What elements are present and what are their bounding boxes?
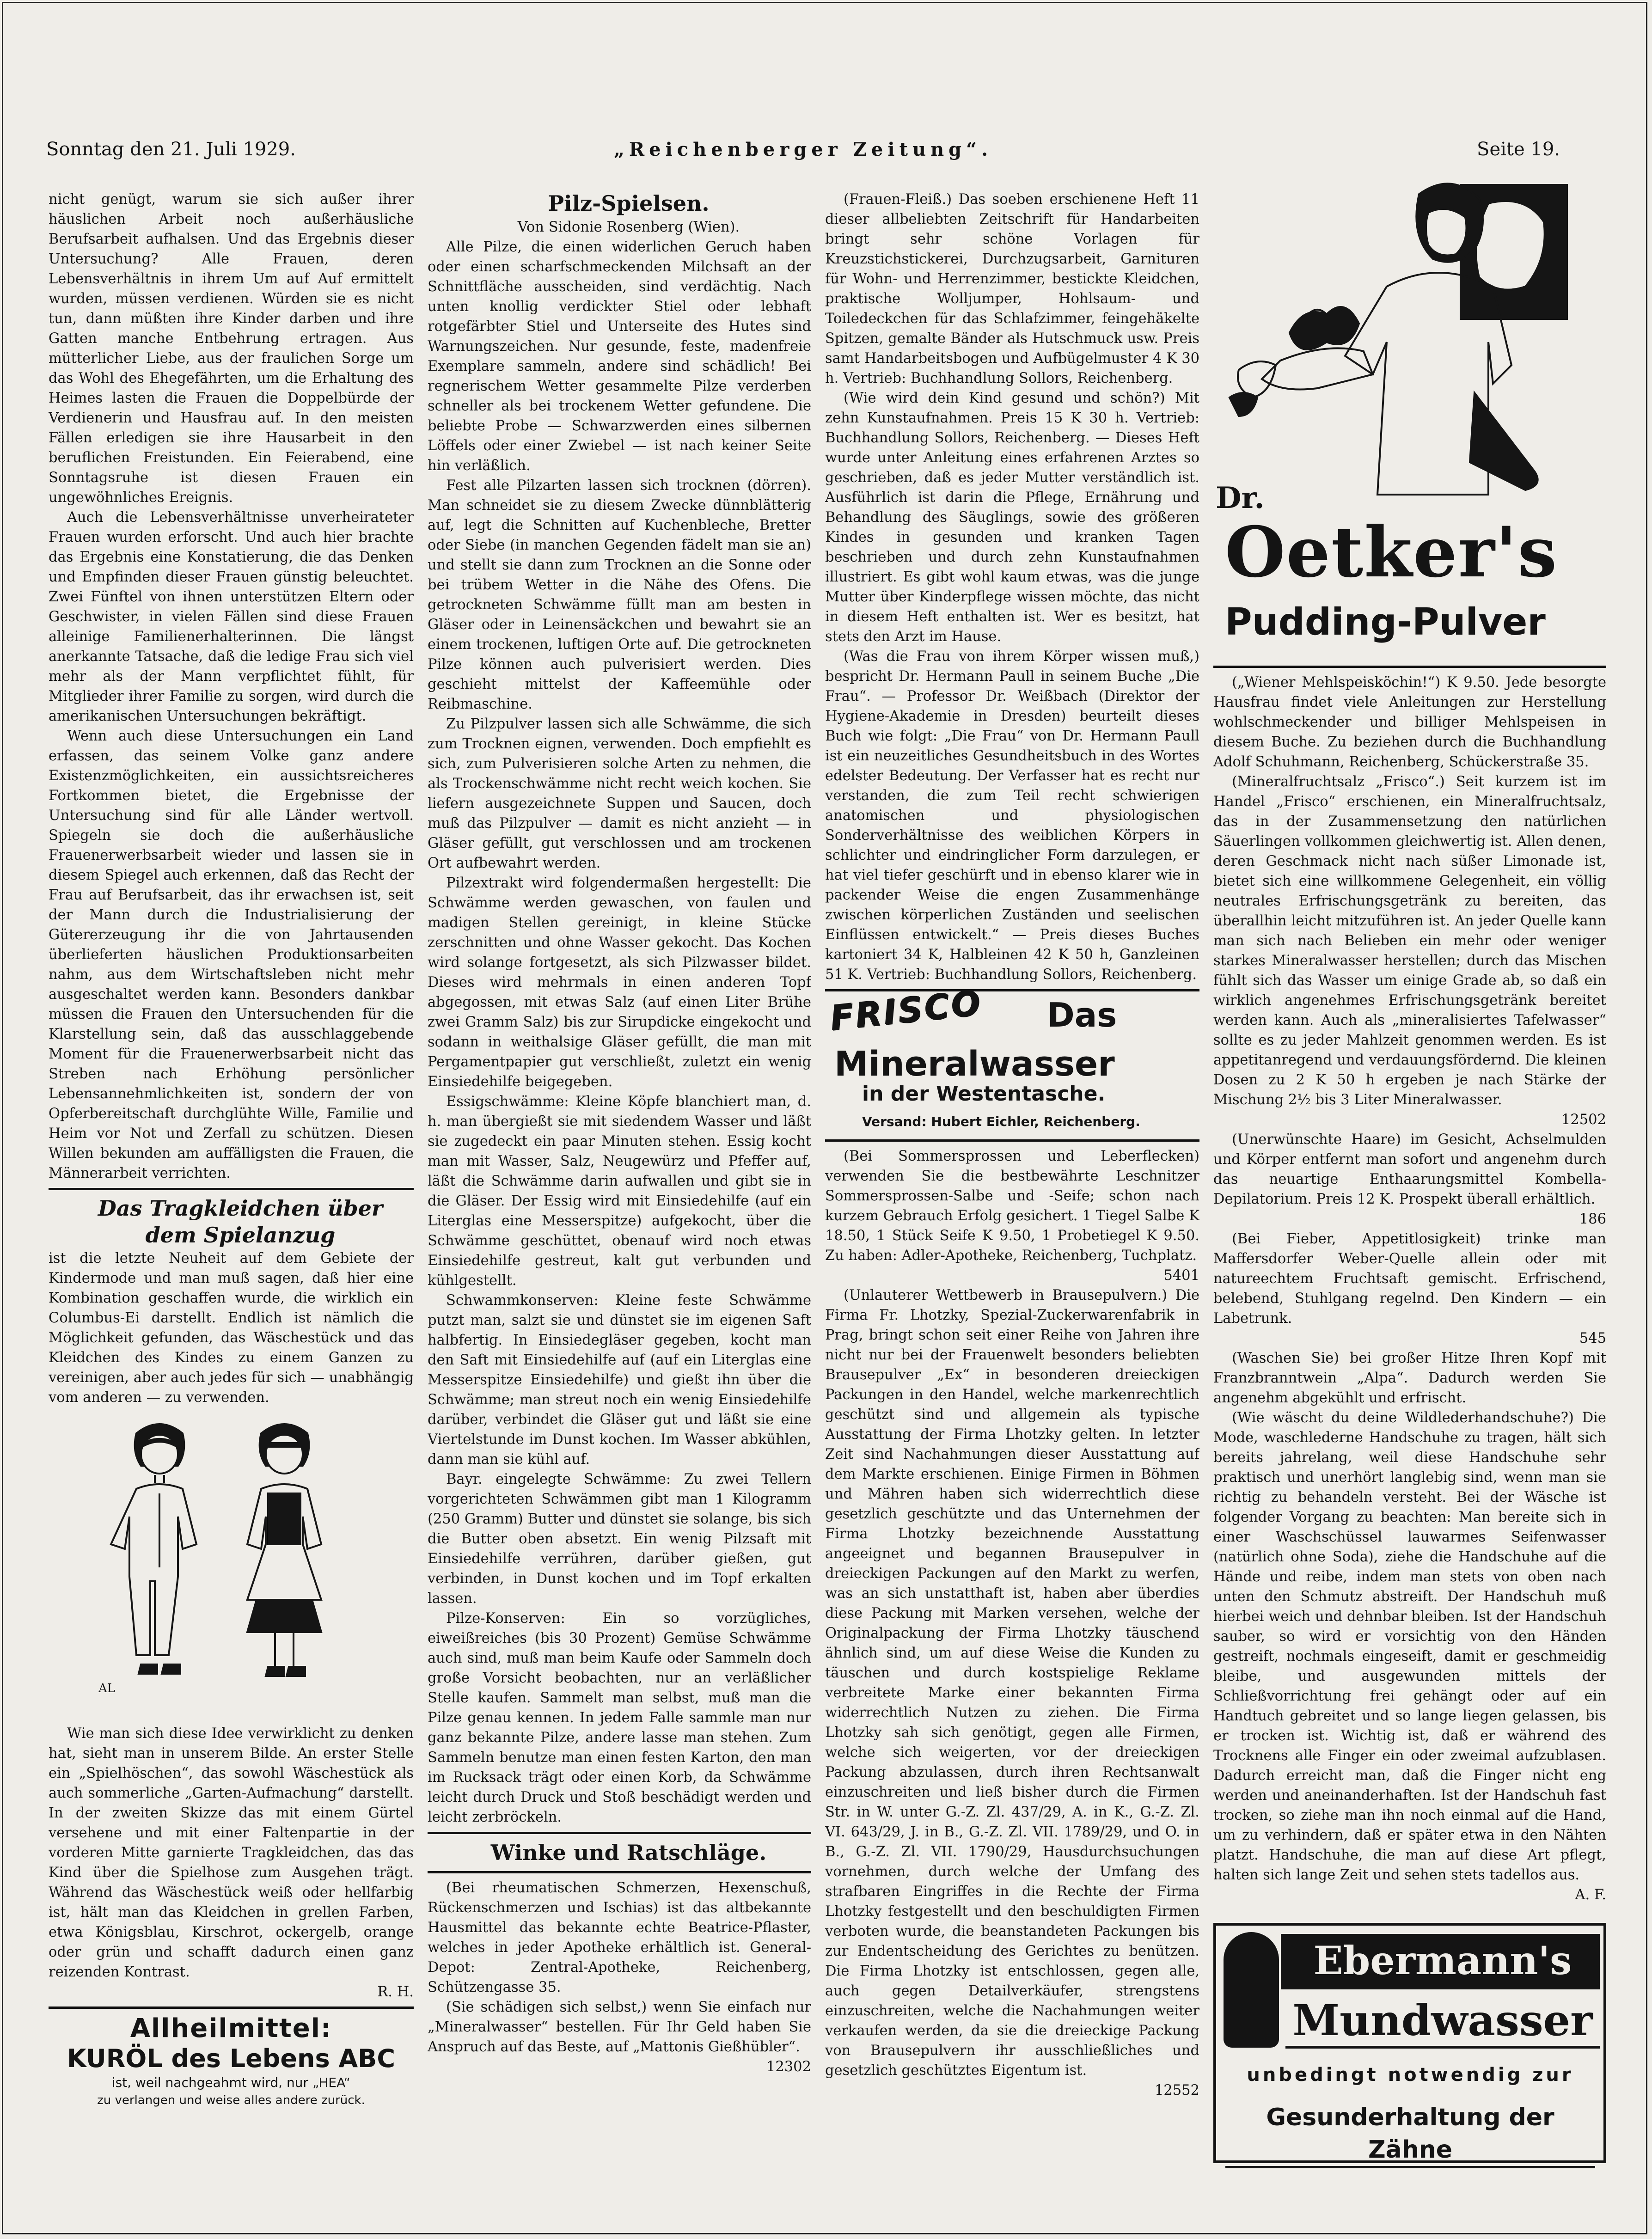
article-2-paragraph-1: ist die letzte Neuheit auf dem Gebiete der Kindermode und man muß sagen, daß hier eine Kombination geschaffen wurde, die wirklich ein Columbus-Ei darstellt. Endlich ist nämlich die Möglichkeit gefunden, das Wäschestück und das Kleidchen des Kindes zu einem Ganzen zu vereinigen, aber auch jedes für sich — unabhängig vom anderen — zu verwenden. — [49, 1250, 414, 1406]
notice-waschen: (Waschen Sie) bei großer Hitze Ihren Kopf mit Franzbranntwein „Alpa“. Dadurch werden Sie angenehm abgekühlt und erfrischt. — [1213, 1350, 1606, 1406]
divider — [49, 1188, 414, 1190]
oetker-advertisement — [1211, 176, 1609, 661]
divider — [825, 1139, 1199, 1142]
kurol-ad-title: Allheilmittel: — [130, 2013, 332, 2043]
ebermann-tagline: unbedingt notwendig zur — [1247, 2064, 1574, 2086]
notice-mehlspeiskoechin: („Wiener Mehlspeisköchin!“) K 9.50. Jede besorgte Hausfrau findet viele Anleitungen zur Herstellung wohlschmeckender und billiger Mehlspeisen in diesem Buche. Zu beziehen durch die Buchhandlung Adolf Schuhmann, Reichenberg, Schückerstraße 35. — [1213, 674, 1606, 770]
notice-sommersprossen: (Bei Sommersprossen und Leberflecken) verwenden Sie die bestbewährte Leschnitzer Sommersprossen-Salbe und -Seife; schon nach kurzem Gebrauch Erfolg gesichert. 1 Tiegel Salbe K 18.50, 1 Stück Seife K 9.50, 1 Probetiegel K 9.50. Zu haben: Adler-Apotheke, Reichenberg, Tuchplatz. — [825, 1148, 1199, 1264]
article-1-paragraph-3: Wenn auch diese Untersuchungen ein Land erfassen, das seinem Volke ganz andere Existenzmöglichkeiten, ein aussichtsreicheres Fortkommen bietet, die Ergebnisse der Untersuchung sind für alle Länder wertvoll. Spiegeln sie doch die außerhäusliche Frauenerwerbsarbeit wieder und lassen sie in diesem Spiegel auch erkennen, daß das Recht der Frau auf Berufsarbeit, das ihr erwachsen ist, seit der Mann durch die Industrialisierung der Gütererzeugung ihr die von Jahrtausenden überlieferten häuslichen Produktionsarbeiten nahm, aus dem Wirtschaftsleben nicht mehr ausgeschaltet werden kann. Besonders dankbar müssen die Frauen den Untersuchenden für die Klarstellung sein, daß das ausschlaggebende Moment für die Frauenerwerbsarbeit nicht das Streben nach Erhöhung persönlicher Lebensannehmlichkeiten ist, sondern der von Opferbereitschaft durchglühte Wille, Familie und Heim vor Not und Zerfall zu schützen. Diesen Willen bekunden am auffälligsten die Frauen, die Männerarbeit verrichten. — [49, 728, 414, 1181]
header-page-number: Seite 19. — [1477, 139, 1560, 160]
notice-sommersprossen-number: 5401 — [1163, 1267, 1199, 1284]
ebermann-slogan: Gesunderhaltung der Zähne — [1225, 2101, 1595, 2168]
kurol-ad-brand: KURÖL des Lebens ABC — [67, 2044, 395, 2073]
divider — [825, 989, 1199, 991]
ebermann-bottle-icon — [1224, 1932, 1279, 2048]
article-2-title-line-1: Das Tragkleidchen über — [98, 1196, 383, 1221]
notice-wettbewerb-number: 12552 — [1154, 2082, 1199, 2098]
notice-kind-gesund: (Wie wird dein Kind gesund und schön?) Mit zehn Kunstaufnahmen. Preis 15 K 30 h. Vertrieb: Buchhandlung Sollors, Reichenberg. — Dieses Heft wurde unter Anleitung eines erfahrenen Arztes so geschrieben, daß es jeder Mutter verständlich ist. Ausführlich ist darin die Pflege, Ernährung und Behandlung des Säuglings, sowie des größeren Kindes in gesunden und kranken Tagen beschrieben und durch zehn Kunstaufnahmen illustriert. Es gibt wohl kaum etwas, was die junge Mutter über Kinderpflege wissen möchte, das nicht in diesem Heft enthalten ist. Wer es besitzt, hat stets den Arzt im Hause. — [825, 390, 1199, 645]
notice-wettbewerb: (Unlauterer Wettbewerb in Brausepulvern.) Die Firma Fr. Lhotzky, Spezial-Zuckerwarenfabrik in Prag, bringt schon seit einer Reihe von Jahren ihre nicht nur bei der Frauenwelt besonders beliebten Brausepulver „Ex“ in besonderen dreieckigen Packungen in den Handel, welche markenrechtlich geschützt sind und allgemein als typische Ausstattung der Firma Lhotzky gelten. In letzter Zeit sind Nachahmungen dieser Ausstattung auf dem Markte erschienen. Einige Firmen in Böhmen und Mähren haben sich widerrechtlich diese gesetzlich geschützte und das Unternehmen der Firma Lhotzky bezeichnende Ausstattung angeeignet und begannen Brausepulver in dreieckigen Packungen auf den Markt zu werfen, was an sich unstatthaft ist, haben aber überdies diese Packung mit Marken versehen, welche der Originalpackung der Firma Lhotzky täuschend ähnlich sind, um auf diese Weise die Kunden zu täuschen und durch kostspielige Reklame verbreitete Marke einer bekannten Firma widerrechtlich Nutzen zu ziehen. Die Firma Lhotzky sah sich genötigt, gegen alle Firmen, welche sich weigerten, vor der dreieckigen Packung abzulassen, durch ihren Rechtsanwalt einzuschreiten und ließ bisher durch die Firmen Str. in W. unter G.-Z. Zl. 437/29, A. in K., G.-Z. Zl. VI. 643/29, J. in B., G.-Z. Zl. VII. 1789/29, und O. in B., G.-Z. Zl. VII. 1790/29, Hausdurchsuchungen vornehmen, durch welche der Umfang des strafbaren Eingriffes in die Rechte der Firma Lhotzky festgestellt und den beschuldigten Firmen verboten wurde, die beanstandeten Packungen bis zur Endentscheidung des Gerichtes zu benützen. Die Firma Lhotzky ist entschlossen, gegen alle, auch gegen Detailverkäufer, strengstens einzuschreiten, welche die Nachahmungen weiter verkaufen werden, da sie die dreieckige Packung von Brausepulvern ihr ausschließliches und gesetzlich geschütztes Eigentum ist. — [825, 1287, 1199, 2079]
notice-handschuhe-signature: A. F. — [1575, 1887, 1606, 1903]
article-2-paragraph-2: Wie man sich diese Idee verwirklicht zu denken hat, sieht man in unserem Bilde. An erster Stelle ein „Spielhöschen“, das sowohl Wäschestück als auch sommerliche „Garten-Aufmachung“ darstellt. In der zweiten Skizze das mit einem Gürtel versehene und mit einer Faltenpartie in der vorderen Mitte garnierte Tragkleidchen, das das Kind über die Spielhose zum Ausgehen trägt. Während das Wäschestück weiß oder hellfarbig ist, hält man das Kleidchen in grellen Farben, etwa Königsblau, Kirschrot, ockergelb, orange oder grün und schafft dadurch einen ganz reizenden Kontrast. — [49, 1725, 414, 1980]
notice-haare: (Unerwünschte Haare) im Gesicht, Achselmulden und Körper entfernt man sofort und angenehm durch das neuartige Enthaarungsmittel Kombella-Depilatorium. Preis 12 K. Prospekt überall erhältlich. — [1213, 1132, 1606, 1207]
oetker-dr: Dr. — [1216, 481, 1265, 515]
article-3-paragraph-2: Fest alle Pilzarten lassen sich trocknen (dörren). Man schneidet sie zu diesem Zwecke dünnblätterig auf, legt die Schnitten auf Kuchenbleche, Bretter oder Siebe (in manchen Gegenden fädelt man sie an) und stellt sie dann zum Trocknen an die Sonne oder bei trübem Wetter in die Nähe des Ofens. Die getrockneten Schwämme füllt man am besten in Gläser oder in Leinensäckchen und bewahrt sie an einem trockenen, luftigen Orte auf. Die getrockneten Pilze können auch pulverisiert werden. Dies geschieht mittelst der Kaffeemühle oder Reibmaschine. — [428, 477, 811, 712]
frisco-ad-westentasche: in der Westentasche. — [862, 1082, 1106, 1106]
divider — [49, 2007, 414, 2009]
header-date: Sonntag den 21. Juli 1929. — [46, 139, 296, 160]
notice-die-frau: (Was die Frau von ihrem Körper wissen muß,) bespricht Dr. Hermann Paull in seinem Buche „Die Frau“. — Professor Dr. Weißbach (Direktor der Hygiene-Akademie in Dresden) beurteilt dieses Buch wie folgt: „Die Frau“ von Dr. Hermann Paull ist ein neuzeitliches Gesundheitsbuch in des Wortes edelster Bedeutung. Der Verfasser hat es recht nur verstanden, die zum Teil recht schwierigen anatomischen und physiologischen Sonderverhältnisse des weiblichen Körpers in schlichter und eindringlicher Form darzulegen, er hat viel tiefer geschürft und in ebenso klarer wie in packender Weise die engen Zusammenhänge zwischen körperlichen Zuständen und seelischen Einflüssen entwickelt.“ — Preis dieses Buches kartoniert 34 K, Halbleinen 42 K 50 h, Ganzleinen 51 K. Vertrieb: Buchhandlung Sollors, Reichenberg. — [825, 648, 1199, 983]
article-3-paragraph-1: Alle Pilze, die einen widerlichen Geruch haben oder einen scharfschmeckenden Milchsaft an der Schnittfläche ausscheiden, sind verdächtig. Nach unten knollig verdickter Stiel oder lebhaft rotgefärbter Stiel und Unterseite des Hutes sind Warnungszeichen. Nur gesunde, feste, madenfreie Exemplare sammeln, andere sind schädlich! Bei regnerischem Wetter gesammelte Pilze verderben schneller als bei trockenem Wetter gefundene. Die beliebte Probe — Schwarzwerden eines silbernen Löffels oder einer Zwiebel — ist nach keiner Seite hin verläßlich. — [428, 239, 811, 474]
notice-frisco-number: 12502 — [1561, 1112, 1606, 1128]
page-header — [46, 139, 1560, 176]
article-3-paragraph-7: Bayr. eingelegte Schwämme: Zu zwei Tellern vorgerichteten Schwämmen gibt man 1 Kilogramm (250 Gramm) Butter und dünstet sie solange, bis sich die Butter oben absetzt. Ein wenig Pilzsaft mit Einsiedehilfe verrühren, darüber gießen, gut verbinden, in Dunst kochen und im Topf erkalten lassen. — [428, 1471, 811, 1607]
header-newspaper-title: „Reichenberger Zeitung“. — [613, 139, 993, 160]
column-4 — [1213, 666, 1606, 1914]
article-1-paragraph-1: nicht genügt, warum sie sich außer ihrer häuslichen Arbeit noch außerhäusliche Berufsarbeit aufhalsen. Und das Ergebnis dieser Untersuchung? Alle Frauen, deren Lebensverhältnis in ihrem Um auf Auf ermittelt wurden, müssen verdienen. Würden sie es nicht tun, dann müßten ihre Kinder darben und ihre Gatten manche Entbehrung ertragen. Aus mütterlicher Liebe, aus der fraulichen Sorge um das Wohl des Ehegefährten, um die Erhaltung des Heimes lasten die Frauen die Doppelbürde der Verdienerin und Hausfrau auf. In den meisten Fällen erledigen sie ihre Hausarbeit in den beruflichen Freistunden. Ein Feierabend, eine Sonntagsruhe ist diesen Frauen ein ungewöhnliches Ereignis. — [49, 191, 414, 506]
notice-handschuhe: (Wie wäscht du deine Wildlederhandschuhe?) Die Mode, waschlederne Handschuhe zu tragen, hält sich bereits jahrelang, weil diese Handschuhe sehr praktisch und unerhört langlebig sind, wenn man sie richtig zu behandeln versteht. Bei der Wäsche ist folgender Vorgang zu beachten: Man bereite sich in einer Waschschüssel lauwarmes Seifenwasser (natürlich ohne Soda), ziehe die Handschuhe auf die Hände und reibe, indem man stets von oben nach unten den Schmutz abstreift. Der Handschuh muß hierbei weich und dehnbar bleiben. Ist der Handschuh sauber, so wird er vorsichtig von den Händen gestreift, nochmals eingeseift, damit er geschmeidig bleibe, und ausgewunden mittels der Schließvorrichtung frei gehängt oder auf ein Handtuch gebreitet und so lange liegen gelassen, bis er trocken ist. Wichtig ist, daß er während des Trocknens alle Finger ein oder zweimal aufzublasen. Dadurch erreicht man, daß die Finger nicht eng werden und aneinanderhaften. Ist der Handschuh fast trocken, so ziehe man ihn noch einmal auf die Hand, um zu verhindern, daß er später etwa in den Nähten platzt. Handschuhe, die man auf diese Art pflegt, halten sich lange Zeit und sehen stets tadellos aus. — [1213, 1410, 1606, 1883]
oetker-woman-illustration — [1211, 176, 1609, 527]
tip-2: (Sie schädigen sich selbst,) wenn Sie einfach nur „Mineralwasser“ bestellen. Für Ihr Geld haben Sie Anspruch auf das Beste, auf „Mattonis Gießhübler“. — [428, 1999, 811, 2055]
article-2-signature: R. H. — [377, 1984, 414, 2000]
ebermann-brand-name: Ebermann's — [1313, 1938, 1572, 1983]
frisco-logo: FRISCO — [828, 983, 984, 1038]
article-3-paragraph-5: Essigschwämme: Kleine Köpfe blanchiert man, d. h. man übergießt sie mit siedendem Wasser und läßt sie zugedeckt ein paar Minuten stehen. Essig kocht man mit Wasser, Salz, Neugewürz und Pfeffer auf, läßt die Schwämme darin aufwallen und gibt sie in die Gläser. Der Essig wird mit Einsiedehilfe (auf ein Literglas eine Messerspitze) aufgekocht, über die Schwämme geschüttet, obenauf wird noch etwas Einsiedehilfe gestreut, kalt gut verbunden und kühlgestellt. — [428, 1094, 811, 1289]
notice-fieber-number: 545 — [1579, 1330, 1606, 1346]
notice-frisco-mineralfruchtsalz: (Mineralfruchtsalz „Frisco“.) Seit kurzem ist im Handel „Frisco“ erschienen, ein Mineralfruchtsalz, das in der Zusammensetzung den natürlichen Säuerlingen vollkommen gleichwertig ist. Allen denen, deren Geschmack nicht nach süßer Limonade ist, bietet sich eine willkommene Gelegenheit, ein völlig neutrales Erfrischungsgetränk zu bereiten, das überallhin leicht mitzuführen ist. An jeder Quelle kann man sich nach Belieben ein mehr oder weniger starkes Mineralwasser herstellen; durch das Mischen fühlt sich das Wasser um einige Grade ab, so daß ein wirklich angenehmes Erfrischungsgetränk bereitet werden kann. Auch als „mineralisiertes Tafelwasser“ sollte es zu jeder Mahlzeit genommen werden. Es ist appetitanregend und verdauungsfördernd. Die kleinen Dosen zu 2 K 50 h ergeben je nach Stärke der Mischung 2½ bis 3 Liter Mineralwasser. — [1213, 774, 1606, 1108]
article-2-title-line-2: dem Spielanzug — [145, 1223, 336, 1248]
kurol-advertisement — [49, 2013, 414, 2109]
column-1 — [49, 190, 414, 2177]
article-3-byline: Von Sidonie Rosenberg (Wien). — [517, 219, 740, 235]
notice-haare-number: 186 — [1579, 1211, 1606, 1227]
article-3-paragraph-6: Schwammkonserven: Kleine feste Schwämme putzt man, salzt sie und dünstet sie im eigenen Saft halbfertig. In Einsiedegläser gegeben, kocht man den Saft mit Einsiedehilfe auf (auf ein Literglas eine Messerspitze Einsiedehilfe) und gießt ihn über die Schwämme; man streut noch ein wenig Einsiedehilfe darüber, verbindet die Gläser gut und läßt sie eine Viertelstunde im Dunst kochen. Im Wasser abkühlen, dann man sie kühl auf. — [428, 1292, 811, 1468]
divider — [1213, 666, 1606, 668]
frisco-advertisement — [825, 983, 1199, 1135]
frisco-ad-versand: Versand: Hubert Eichler, Reichenberg. — [862, 1114, 1140, 1129]
kurol-ad-line-3: zu verlangen und weise alles andere zurück. — [97, 2093, 365, 2107]
divider — [428, 1871, 811, 1873]
article-3-title: Pilz-Spielsen. — [548, 191, 710, 216]
oetker-brand-name: Oetker's — [1225, 512, 1558, 593]
article-3-paragraph-8: Pilze-Konserven: Ein so vorzügliches, eiweißreiches (bis 30 Prozent) Gemüse Schwämme auch sind, muß man beim Kaufe oder Sammeln doch große Vorsicht beobachten, nur an verläßlicher Stelle kaufen. Sammelt man selbst, muß man die Pilze genau kennen. In jedem Falle sammle man nur ganz bekannte Pilze, andere lasse man stehen. Zum Sammeln benutze man einen festen Karton, den man im Rucksack trägt oder einen Korb, da Schwämme leicht durch Druck und Stoß beschädigt werden und leicht zerbröckeln. — [428, 1610, 811, 1825]
ebermann-advertisement — [1213, 1923, 1606, 2163]
notice-fieber: (Bei Fieber, Appetitlosigkeit) trinke man Maffersdorfer Weber-Quelle allein oder mit natureechtem Fruchtsaft gemischt. Erfrischend, belebend, Stuhlgang regelnd. Den Kindern — ein Labetrunk. — [1213, 1231, 1606, 1327]
kurol-ad-line-2: ist, weil nachgeahmt wird, nur „HEA“ — [111, 2075, 351, 2090]
frisco-ad-das: Das — [1047, 996, 1117, 1034]
children-fashion-illustration — [86, 1415, 381, 1711]
tips-section-title: Winke und Ratschläge. — [490, 1840, 767, 1865]
article-1-paragraph-2: Auch die Lebensverhältnisse unverheirateter Frauen wurden erforscht. Und auch hier brachte das Ergebnis eine Konstatierung, die das Denken und Empfinden dieser Frauen günstig beleuchtet. Zwei Fünftel von ihnen unterstützen Eltern oder Geschwister, in vielen Fällen sind diese Frauen alleinige Familienerhalterinnen. Die längst anerkannte Tatsache, daß die ledige Frau sich viel mehr als der Mann verpflichtet fühlt, für Mitglieder ihrer Familie zu sorgen, wird durch die amerikanischen Untersuchungen bekräftigt. — [49, 509, 414, 724]
column-3 — [825, 190, 1199, 2177]
oetker-product: Pudding-Pulver — [1225, 600, 1546, 643]
notice-frauen-fleiss: (Frauen-Fleiß.) Das soeben erschienene Heft 11 dieser allbeliebten Zeitschrift für Handarbeiten bringt sehr schöne Vorlagen für Kreuzstichstickerei, Durchzugsarbeit, Garnituren für Wohn- und Herrenzimmer, bestickte Kleidchen, praktische Wolljumper, Hohlsaum- und Toiledeckchen für das Schlafzimmer, feingehäkelte Spitzen, gemalte Bänder als Hutschmuck usw. Preis samt Handarbeitsbogen und Aufbügelmuster 4 K 30 h. Vertrieb: Buchhandlung Sollors, Reichenberg. — [825, 191, 1199, 386]
svg-text:AL: AL — [98, 1682, 116, 1695]
tip-2-number: 12302 — [766, 2059, 811, 2075]
frisco-ad-mineralwasser: Mineralwasser — [834, 1044, 1115, 1084]
tip-1: (Bei rheumatischen Schmerzen, Hexenschuß, Rückenschmerzen und Ischias) ist das altbekannte Hausmittel das bekannte echte Beatrice-Pflaster, welches in jeder Apotheke erhältlich ist. General-Depot: Zentral-Apotheke, Reichenberg, Schützengasse 35. — [428, 1880, 811, 1995]
ebermann-product-name: Mundwasser — [1285, 1995, 1600, 2049]
column-2 — [428, 190, 811, 2177]
article-3-paragraph-3: Zu Pilzpulver lassen sich alle Schwämme, die sich zum Trocknen eignen, verwenden. Doch empfiehlt es sich, zum Pulverisieren solche Arten zu nehmen, die als Trockenschwämme nicht recht weich kochen. Sie liefern ausgezeichnete Suppen und Saucen, doch muß das Pilzpulver — damit es nicht anzieht — in Gläser gefüllt, gut verschlossen und am trockenen Ort aufbewahrt werden. — [428, 716, 811, 871]
divider — [428, 1832, 811, 1834]
article-3-paragraph-4: Pilzextrakt wird folgendermaßen hergestellt: Die Schwämme werden gewaschen, von faulen und madigen Stellen gereinigt, in kleine Stücke zerschnitten und ohne Wasser gekocht. Das Kochen wird solange fortgesetzt, als sich Pilzwasser bildet. Dieses wird mehrmals in einen anderen Topf abgegossen, mit etwas Salz (auf einen Liter Brühe zwei Gramm Salz) bis zur Sirupdicke eingekocht und sodann in weithalsige Gläser gefüllt, die man mit Pergamentpapier gut verschließt, zuletzt ein wenig Einsiedehilfe beigegeben. — [428, 875, 811, 1090]
